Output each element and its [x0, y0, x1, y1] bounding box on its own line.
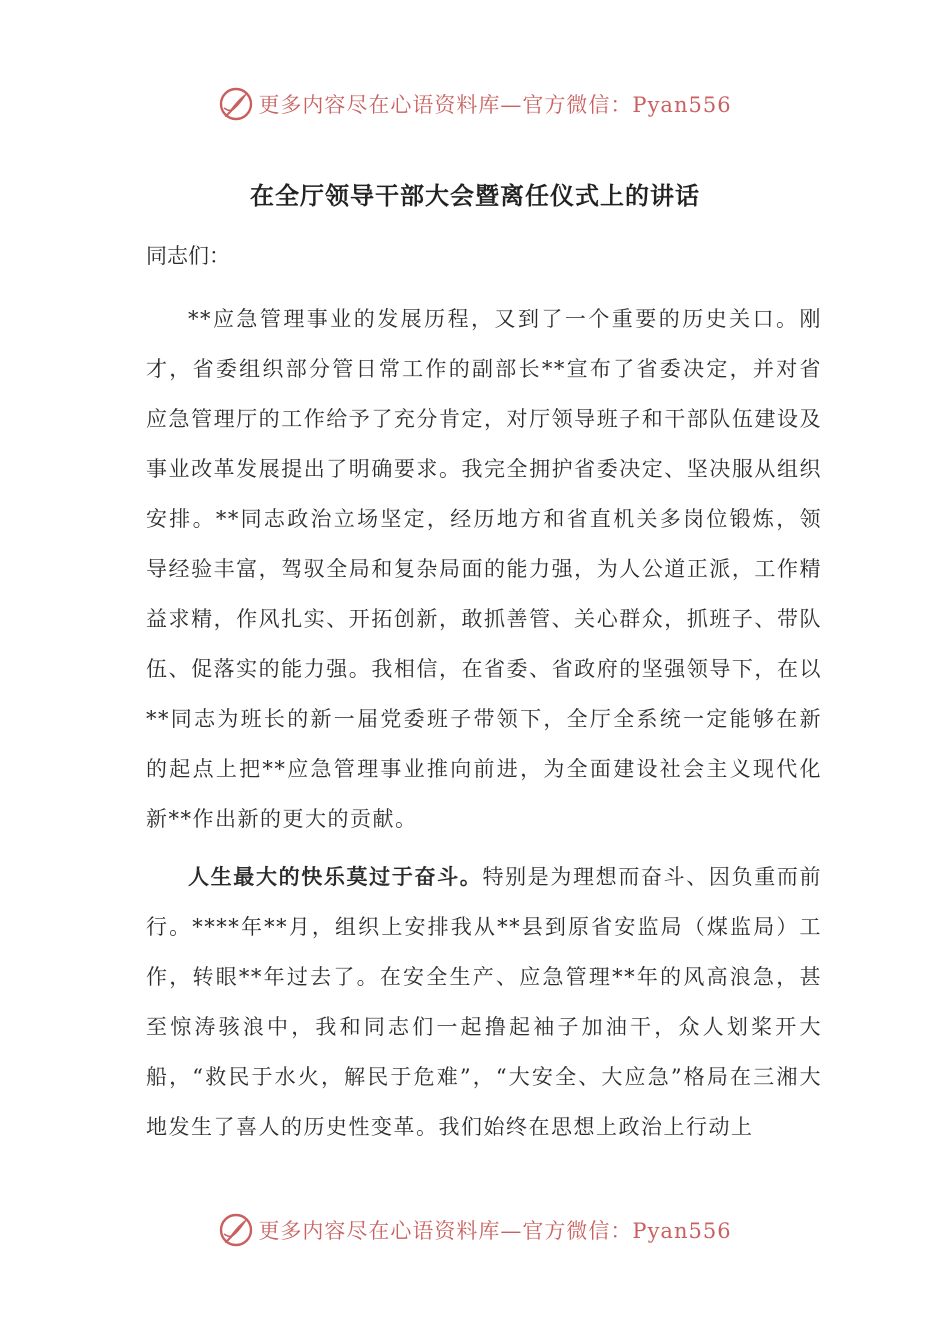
paragraph-2 [146, 852, 822, 1152]
paragraph-2-container [146, 852, 822, 1152]
quill-pen-logo-icon [218, 1212, 254, 1248]
paragraph-1: **应急管理事业的发展历程，又到了一个重要的历史关口。刚才，省委组织部分管日常工作的副部长**宣布了省委决定，并对省应急管理厅的工作给予了充分肯定，对厅领导班子和干部队伍建设及事业改革发展提出了明确要求。我完全拥护省委决定、坚决服从组织安排。**同志政治立场坚定，经历地方和省直机关多岗位锻炼，领导经验丰富，驾驭全局和复杂局面的能力强，为人公道正派，工作精益求精，作风扎实、开拓创新，敢抓善管、关心群众，抓班子、带队伍、促落实的能力强。我相信，在省委、省政府的坚强领导下，在以**同志为班长的新一届党委班子带领下，全厅全系统一定能够在新的起点上把**应急管理事业推向前进，为全面建设社会主义现代化新**作出新的更大的贡献。 [146, 307, 822, 831]
paragraph-1-container [146, 294, 822, 844]
quill-pen-logo-icon [218, 86, 254, 122]
paragraph-2-body: 特别是为理想而奋斗、因负重而前行。****年**月，组织上安排我从**县到原省安监局（煤监局）工作，转眼**年过去了。在安全生产、应急管理**年的风高浪急，甚至惊涛骇浪中，我和同志们一起撸起袖子加油干，众人划桨开大船，“救民于水火，解民于危难”，“大安全、大应急”格局在三湘大地发生了喜人的历史性变革。我们始终在思想上政治上行动上 [146, 865, 823, 1139]
paragraph-2-lead: 人生最大的快乐莫过于奋斗。 [188, 864, 483, 889]
header-banner [0, 84, 950, 124]
header-banner-text: 更多内容尽在心语资料库—官方微信：Pyan556 [258, 93, 732, 117]
greeting: 同志们： [146, 244, 230, 268]
footer-banner [0, 1210, 950, 1250]
footer-banner-text: 更多内容尽在心语资料库—官方微信：Pyan556 [258, 1219, 732, 1243]
document-title: 在全厅领导干部大会暨离任仪式上的讲话 [250, 181, 700, 210]
